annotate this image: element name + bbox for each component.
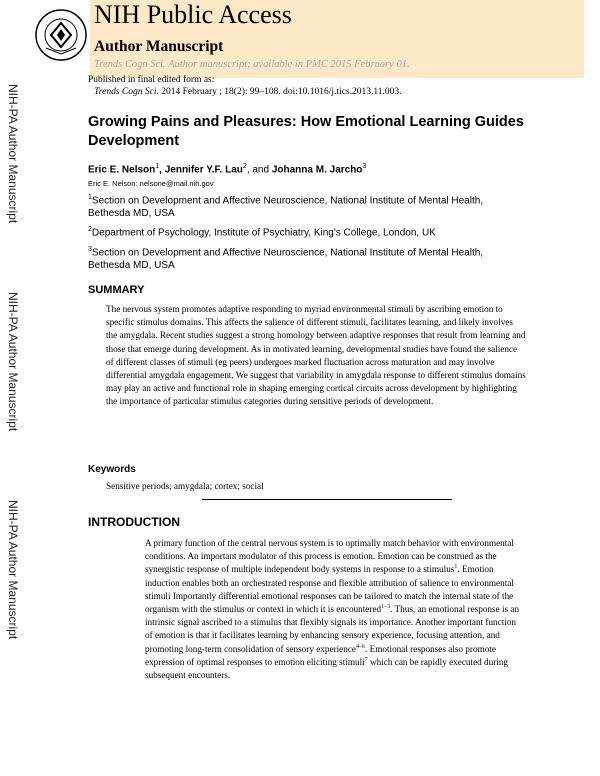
keywords-heading: Keywords <box>88 464 136 475</box>
sidebar-text: NIH-PA Author Manuscript <box>6 500 20 640</box>
author-affiliation-mark: 3 <box>362 163 367 170</box>
affiliation-mark: 2 <box>88 226 92 233</box>
affiliation <box>88 223 528 239</box>
author-name: Eric E. Nelson <box>88 164 156 176</box>
affiliation-text: Section on Development and Affective Neuroscience, National Institute of Mental Health, Bethesda MD, USA <box>88 195 484 220</box>
nih-public-access-banner <box>90 0 584 78</box>
banner-availability-note: Trends Cogn Sci. Author manuscript; available in PMC 2015 February 01. <box>94 59 410 70</box>
citation-details: . 2014 February ; 18(2): 99–108. doi:10.1016/j.tics.2013.11.003. <box>156 87 402 97</box>
publication-info <box>88 74 402 98</box>
article-title: Growing Pains and Pleasures: How Emotional Learning Guides Development <box>88 114 524 149</box>
published-line: Published in final edited form as: <box>88 75 215 85</box>
affiliation <box>88 243 528 272</box>
intro-text-run: . Thus, an emotional response is an intrinsic signal ascribed to a stimulus that flexibly signals its importance. Another important function of emotion is that it facilitates learning by enhancing sensory experience, focusing attention, and promoting long-term consolidation of sensory experience <box>145 604 520 654</box>
intro-text-run: which can be rapidly executed during subsequent encounters. <box>145 656 509 681</box>
banner-title: NIH Public Access <box>94 0 292 29</box>
affiliation-mark: 3 <box>88 246 92 253</box>
sidebar-label-1 <box>6 84 28 284</box>
summary-paragraph: The nervous system promotes adaptive responding to myriad environmental stimuli by ascribing emotion to specific stimulus domains. This affects the salience of different stimuli, facilitates learning, and likely involves the amygdala. Recent studies suggest a strong homology between adaptive responses that result from learning and those that emerge during development. As in motivated learning, developmental studies have found the salience of different classes of stimuli (eg peers) undergoes marked fluctuation across maturation and may involve differential amygdala engagement. We suggest that variability in amygdala response to different stimulus domains may play an active and functional role in shaping emerging cortical circuits across development by highlighting the importance of particular stimulus categories during sensitive periods of development. <box>106 304 526 407</box>
author-affiliation-mark: 2 <box>242 163 247 170</box>
citation-ref: 7 <box>364 656 368 663</box>
sidebar-label-2 <box>6 292 28 492</box>
banner-subtitle: Author Manuscript <box>94 38 224 55</box>
summary-heading: SUMMARY <box>88 284 145 296</box>
citation-line <box>88 86 402 98</box>
intro-text-run: A primary function of the central nervous system is to optimally match behavior with environmental conditions. An important modulator of this process is emotion. Emotion can be construed as the synergistic response of multiple independent body systems in response to a stimulus <box>145 538 514 575</box>
citation-ref: 4–6 <box>356 643 366 650</box>
affiliation <box>88 191 528 220</box>
corresponding-email: Eric E. Nelson: nelsone@mail.nih.gov <box>88 179 214 188</box>
section-divider <box>202 499 452 500</box>
author-name: Johanna M. Jarcho <box>271 164 363 176</box>
sidebar-text: NIH-PA Author Manuscript <box>6 84 20 224</box>
sidebar-text: NIH-PA Author Manuscript <box>6 292 20 432</box>
author-affiliation-mark: 1 <box>155 163 160 170</box>
affiliation-mark: 1 <box>88 194 92 201</box>
affiliation-text: Section on Development and Affective Neuroscience, National Institute of Mental Health, Bethesda MD, USA <box>88 247 484 272</box>
introduction-paragraph <box>145 537 523 682</box>
author-separator: , <box>159 164 165 176</box>
author-name: Jennifer Y.F. Lau <box>164 164 243 176</box>
author-separator: , and <box>246 164 272 176</box>
sidebar-label-3 <box>6 500 28 700</box>
journal-name: Trends Cogn Sci <box>94 87 157 97</box>
intro-text-run: . Emotional responses also promote expression of optimal responses to emotion eliciting stimuli <box>145 643 496 667</box>
introduction-heading: INTRODUCTION <box>88 515 180 529</box>
author-list <box>88 163 366 175</box>
citation-ref: 1 <box>454 564 458 571</box>
nih-seal-logo <box>34 2 88 68</box>
affiliation-text: Department of Psychology, Institute of Psychiatry, King's College, London, UK <box>91 227 436 239</box>
citation-ref: 1–3 <box>381 603 391 610</box>
intro-text-run: . Emotion induction enables both an orchestrated response and flexible attribution of salience to environmental stimuli Importantly differential emotional responses can be tailored to match the internal state of the organism with the stimulus or context in which it is encountered <box>145 564 514 615</box>
keywords-list: Sensitive periods; amygdala; cortex; social <box>106 481 264 491</box>
